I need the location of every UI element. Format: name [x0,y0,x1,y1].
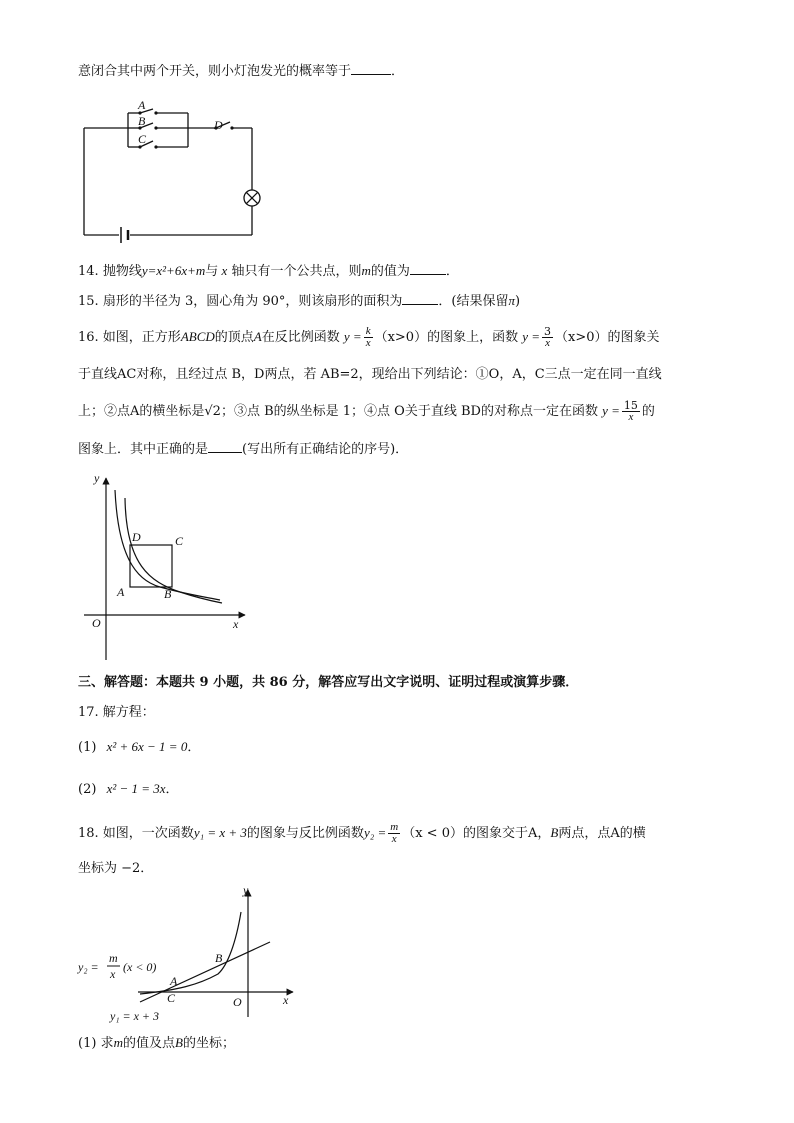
q15-text: 15. 扇形的半径为 3，圆心角为 90°，则该扇形的面积为 ．(结果保留π) [78,293,521,309]
label-d: D [132,530,141,544]
q15-number: 15. [78,294,99,309]
label-b: B [138,114,146,128]
q13-sentence: 意闭合其中两个开关，则小灯泡发光的概率等于 [78,64,352,79]
label-c: C [175,534,184,548]
q16-graph [80,470,260,665]
q16-line2: 于直线AC对称，且经过点 B，D两点，若 AB=2，现给出下列结论：①O，A，C三点一定在同一直线 [78,367,662,382]
q14-text: 14. 抛物线y=x²+6x+m与 x 轴只有一个公共点，则m的值为 ． [78,263,459,279]
label-x: x [283,993,289,1007]
q17-part2: (2) x² − 1 = 3x． [78,781,179,797]
label-y2-cond: (x < 0) [123,960,157,974]
q18-part1: (1) 求m的值及点B的坐标； [78,1035,235,1051]
q14-formula: y=x²+6x+m [141,263,206,278]
q13-text [78,62,404,81]
label-y2-num: m [109,951,118,965]
q18-line2: 坐标为 −2． [78,861,154,876]
label-o: O [233,995,242,1009]
fraction-3-over-x: $\frac{3}{x}$ [544,325,552,349]
label-y1-eq: y₁ = x + 3 [110,1009,160,1023]
circuit-diagram [78,95,268,245]
q16-line4: 图象上．其中正确的是 (写出所有正确结论的序号)． [78,442,409,457]
label-c: C [138,132,147,146]
q17-eq2: x² − 1 = 3x [106,781,166,796]
fraction-k-over-x: $\frac{k}{x}$ [365,325,371,349]
label-a: A [138,98,146,112]
q16-line3: 上；②点A的横坐标是√2；③点 B的纵坐标是 1；④点 O关于直线 BD的对称点一定在函数 y = $\frac{15}{x}$ 的 [78,399,655,423]
label-y2-eq: y₂ = [78,960,99,974]
fraction-m-over-x: $\frac{m}{x}$ [390,821,399,845]
q14-number: 14. [78,264,99,279]
section-3-title: 三、解答题：本题共 9 小题，共 86 分，解答应写出文字说明、证明过程或演算步骤． [78,675,579,690]
q17-eq1: x² + 6x − 1 = 0 [106,739,188,754]
label-a: A [170,974,178,988]
line-y1 [140,942,270,1002]
q15-answer-blank [402,292,438,305]
fraction-15-over-x: $\frac{15}{x}$ [623,399,638,423]
q13-end: ． [391,64,405,79]
label-y: y [243,883,249,897]
q17-title: 17. 解方程： [78,705,155,720]
label-b: B [164,587,172,601]
label-a: A [117,585,125,599]
q17-part1: (1) x² + 6x − 1 = 0． [78,739,201,755]
label-c: C [167,991,176,1005]
q18-graph [78,882,308,1022]
label-x: x [233,617,239,631]
label-d: D [214,118,223,132]
sqrt-2: √2 [204,404,221,419]
q14-answer-blank [410,262,446,275]
q13-answer-blank [351,62,391,75]
label-o: O [92,616,101,630]
square-abcd [130,545,172,587]
q16-line1: 16. 如图，正方形ABCD的顶点A在反比例函数 y = $\frac{k}{x}$ （x>0）的图象上，函数 y = $\frac{3}{x}$ （x>0）的图象关 [78,325,660,349]
label-b: B [215,951,223,965]
q16-answer-blank [208,440,242,453]
label-y: y [94,471,100,485]
q18-line1: 18. 如图，一次函数y₁ = x + 3的图象与反比例函数y₂ = $\frac{m}{x}$ （x < 0）的图象交于A，B两点，点A的横 [78,821,646,845]
label-y2-den: x [110,967,116,981]
curve-y2 [140,912,241,994]
